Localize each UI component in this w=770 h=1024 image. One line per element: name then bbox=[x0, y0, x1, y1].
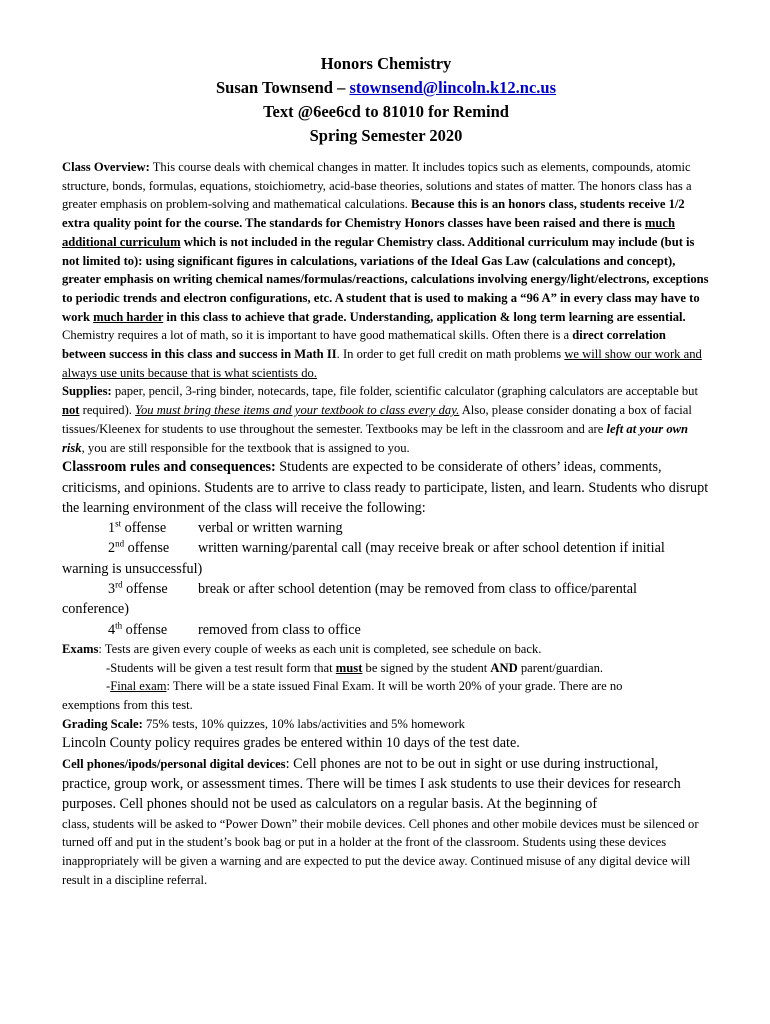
offense-continuation: conference) bbox=[62, 601, 129, 618]
grading-scale-section: Grading Scale: 75% tests, 10% quizzes, 10% labs/activities and 5% homework bbox=[62, 716, 465, 731]
offense-continuation: warning is unsuccessful) bbox=[62, 560, 203, 577]
supplies-section: Supplies: paper, pencil, 3-ring binder, notecards, tape, file folder, scientific calculator (graphing calculators are acceptable but not required). You must bring these items and your textbook to class every day. Also, please consider donating a box of facial tissues/Kleenex for students to use throughout the semester. Textbooks may be left in the classroom and are left at your own risk, you are still responsible for the textbook that is assigned to you. bbox=[62, 384, 698, 455]
rules-label: Classroom rules and consequences: bbox=[62, 459, 276, 476]
teacher-line bbox=[62, 76, 710, 100]
county-policy: Lincoln County policy requires grades be entered within 10 days of the test date. bbox=[62, 735, 520, 752]
offense-list bbox=[62, 518, 710, 640]
offense-row: 3rd offense break or after school detention (may be removed from class to office/parental bbox=[108, 579, 637, 598]
exams-label: Exams bbox=[62, 641, 99, 656]
overview-label: Class Overview: bbox=[62, 160, 150, 174]
semester-line: Spring Semester 2020 bbox=[309, 126, 463, 145]
offense-row: 4th offense removed from class to office bbox=[108, 619, 361, 638]
grading-label: Grading Scale: bbox=[62, 716, 143, 731]
course-title: Honors Chemistry bbox=[320, 54, 452, 73]
exams-section: Exams: Tests are given every couple of weeks as each unit is completed, see schedule on back. -Students will be given a test result form that must be signed by the student AND parent/guardian. -Final exam: There will be a state issued Final Exam. It will be worth 20% of your grade. There are no exemptions from this test. bbox=[62, 641, 623, 713]
class-overview-section: Class Overview: This course deals with chemical changes in matter. It includes topics such as elements, compounds, atomic structure, bonds, formulas, equations, stoichiometry, acid-base theories, solutions and states of matter. The honors class has a greater emphasis on problem-solving and mathematical calculations. Because this is an honors class, students receive 1/2 extra quality point for the course. The standards for Chemistry Honors classes have been raised and there is much additional curriculum which is not included in the regular Chemistry class. Additional curriculum may include (but is not limited to): using significant figures in calculations, variations of the Ideal Gas Law (calculations and concept), greater emphasis on writing chemical names/formulas/reactions, calculations involving energy/light/electrons, exceptions to periodic trends and electron configurations, etc. A student that is used to making a “96 A” in every class may have to work much harder in this class to achieve that grade. Understanding, application & long term learning are essential. Chemistry requires a lot of math, so it is important to have good mathematical skills. Often there is a direct correlation between success in this class and success in Math II. In order to get full credit on math problems we will show our work and always use units because that is what scientists do. bbox=[62, 160, 709, 380]
cell-phone-section: Cell phones/ipods/personal digital devices: Cell phones are not to be out in sight or use during instructional, practice, group work, or assessment times. There will be times I ask students to use their devices for research purposes. Cell phones should not be used as calculators on a regular basis. At the beginning of class, students will be asked to “Power Down” their mobile devices. Cell phones and other mobile devices must be silenced or turned off and put in the student’s book bag or put in a holder at the front of the classroom. Students using these devices inappropriately will be given a warning and are expected to put the device away. Continued misuse of any digital device will result in a discipline referral. bbox=[62, 755, 699, 887]
supplies-label: Supplies: bbox=[62, 384, 112, 399]
offense-row: 1st offense verbal or written warning bbox=[108, 518, 343, 537]
offense-row: 2nd offense written warning/parental call (may receive break or after school detention if initial bbox=[108, 538, 665, 557]
teacher-name: Susan Townsend – bbox=[215, 78, 350, 97]
email-link[interactable]: stownsend@lincoln.k12.nc.us bbox=[349, 78, 556, 97]
classroom-rules-section: Classroom rules and consequences: Students are expected to be considerate of others’ ideas, comments, criticisms, and opinions. Students are to arrive to class ready to participate, listen, and learn. Students who disrupt the learning environment of the class will receive the following: bbox=[62, 459, 709, 516]
cell-label: Cell phones/ipods/personal digital devices bbox=[62, 756, 286, 771]
document-header bbox=[62, 52, 710, 148]
remind-line: Text @6ee6cd to 81010 for Remind bbox=[263, 102, 509, 121]
